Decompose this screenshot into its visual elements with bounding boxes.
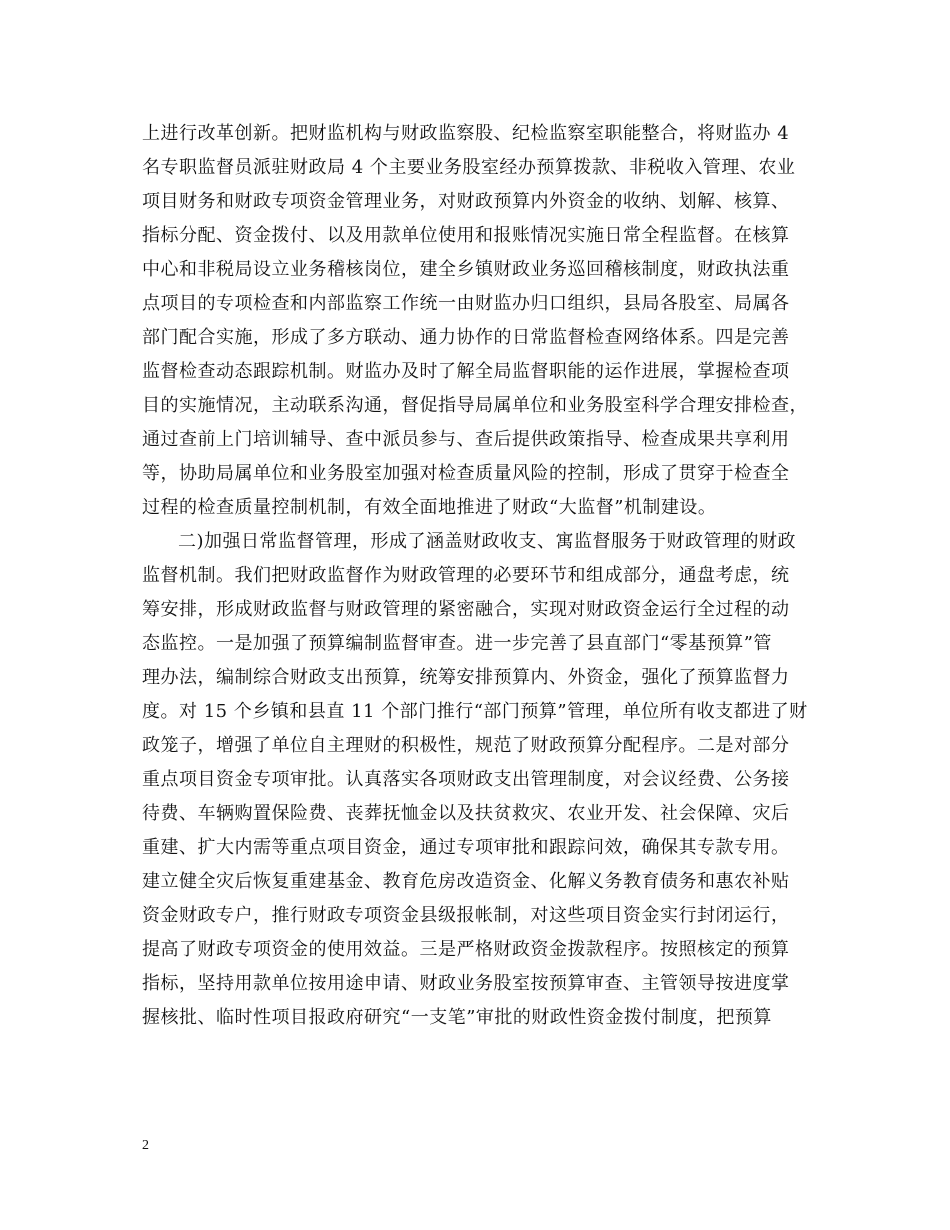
text-line: 部门配合实施，形成了多方联动、通力协作的日常监督检查网络体系。四是完善 [142,327,790,348]
text-line: 目的实施情况，主动联系沟通，督促指导局属单位和业务股室科学合理安排检查， [142,395,808,416]
text-line: 理办法，编制综合财政支出预算，统筹安排预算内、外资金，强化了预算监督力 [142,667,790,688]
text-line: 握核批、临时性项目报政府研究“一支笔”审批的财政性资金拨付制度，把预算 [142,1007,772,1028]
text-line: 重点项目资金专项审批。认真落实各项财政支出管理制度，对会议经费、公务接 [142,769,790,790]
text-line: 过程的检查质量控制机制，有效全面地推进了财政“大监督”机制建设。 [142,497,717,518]
text-line: 度。对 15 个乡镇和县直 11 个部门推行“部门预算”管理，单位所有收支都进了财 [142,701,808,722]
text-line: 等，协助局属单位和业务股室加强对检查质量风险的控制，形成了贯穿于检查全 [142,463,790,484]
text-line: 监督检查动态跟踪机制。财监办及时了解全局监督职能的运作进展，掌握检查项 [142,361,790,382]
text-line: 筹安排，形成财政监督与财政管理的紧密融合，实现对财政资金运行全过程的动 [142,599,790,620]
text-line: 资金财政专户，推行财政专项资金县级报帐制，对这些项目资金实行封闭运行， [142,905,790,926]
body-text [142,117,832,1035]
paragraph-start-line: 二)加强日常监督管理，形成了涵盖财政收支、寓监督服务于财政管理的财政 [178,531,797,552]
text-line: 指标分配、资金拨付、以及用款单位使用和报账情况实施日常全程监督。在核算 [142,225,790,246]
text-line: 中心和非税局设立业务稽核岗位，建全乡镇财政业务巡回稽核制度，财政执法重 [142,259,790,280]
text-line: 重建、扩大内需等重点项目资金，通过专项审批和跟踪问效，确保其专款专用。 [142,837,790,858]
text-line: 建立健全灾后恢复重建基金、教育危房改造资金、化解义务教育债务和惠农补贴 [142,871,790,892]
text-line: 名专职监督员派驻财政局 4 个主要业务股室经办预算拨款、非税收入管理、农业 [142,157,796,178]
text-line: 通过查前上门培训辅导、查中派员参与、查后提供政策指导、检查成果共享利用 [142,429,790,450]
text-line: 监督机制。我们把财政监督作为财政管理的必要环节和组成部分，通盘考虑，统 [142,565,790,586]
text-line: 上进行改革创新。把财监机构与财政监察股、纪检监察室职能整合，将财监办 4 [142,123,790,144]
text-line: 点项目的专项检查和内部监察工作统一由财监办归口组织，县局各股室、局属各 [142,293,790,314]
text-line: 项目财务和财政专项资金管理业务，对财政预算内外资金的收纳、划解、核算、 [142,191,790,212]
text-line: 政笼子，增强了单位自主理财的积极性，规范了财政预算分配程序。二是对部分 [142,735,790,756]
text-line: 态监控。一是加强了预算编制监督审查。进一步完善了县直部门“零基预算”管 [142,633,772,654]
text-line: 待费、车辆购置保险费、丧葬抚恤金以及扶贫救灾、农业开发、社会保障、灾后 [142,803,790,824]
page-number: 2 [142,1138,149,1153]
text-line: 指标，坚持用款单位按用途申请、财政业务股室按预算审查、主管领导按进度掌 [142,973,790,994]
text-line: 提高了财政专项资金的使用效益。三是严格财政资金拨款程序。按照核定的预算 [142,939,790,960]
